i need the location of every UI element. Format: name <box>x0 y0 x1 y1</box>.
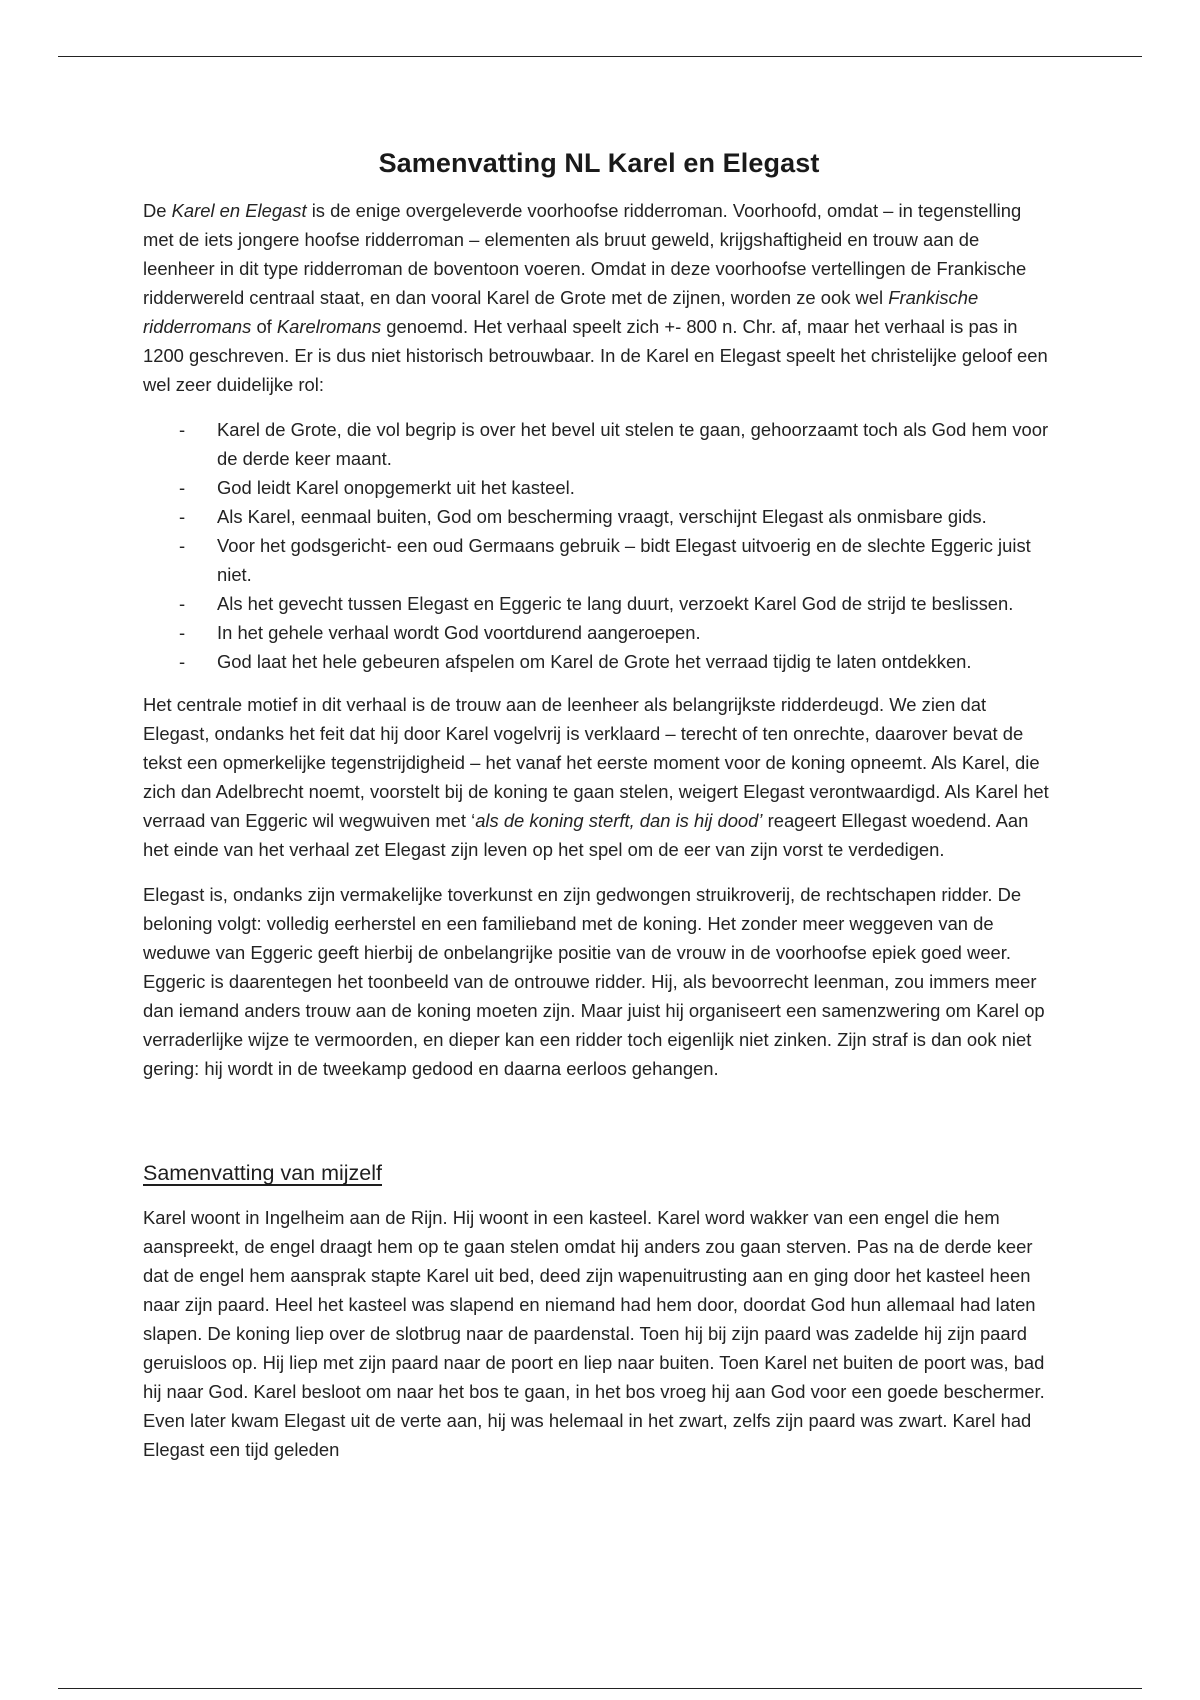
document-page <box>143 140 1055 1480</box>
motif-italic-quote: als de koning sterft, dan is hij dood’ <box>475 810 763 831</box>
bullet-marker: - <box>179 593 186 614</box>
own-summary-paragraph: Karel woont in Ingelheim aan de Rijn. Hij woont in een kasteel. Karel word wakker van een engel die hem aanspreekt, de engel draagt hem op te gaan stelen omdat hij anders zou gaan sterven. Pas na de derde keer dat de engel hem aansprak stapte Karel uit bed, deed zijn wapenuitrusting aan en ging door het kasteel heen naar zijn paard. Heel het kasteel was slapend en niemand had hem door, doordat God hun allemaal had laten slapen. De koning liep over de slotbrug naar de paardenstal. Toen hij bij zijn paard was zadelde hij zijn paard geruisloos op. Hij liep met zijn paard naar de poort en liep naar buiten. Toen Karel net buiten de poort was, bad hij naar God. Karel besloot om naar het bos te gaan, in het bos vroeg hij aan God voor een goede beschermer. Even later kwam Elegast uit de verte aan, hij was helemaal in het zwart, zelfs zijn paard was zwart. Karel had Elegast een tijd geleden <box>143 1207 1045 1460</box>
list-item <box>143 647 1055 676</box>
bullet-list <box>143 415 1055 676</box>
intro-paragraph <box>143 196 1055 399</box>
list-item <box>143 531 1055 589</box>
list-item-text: Als Karel, eenmaal buiten, God om bescherming vraagt, verschijnt Elegast als onmisbare gids. <box>217 506 987 527</box>
bullet-marker: - <box>179 506 186 527</box>
bullet-marker: - <box>179 477 186 498</box>
footer-rule <box>58 1688 1142 1689</box>
header-rule <box>58 56 1142 57</box>
intro-italic-karelromans: Karelromans <box>276 316 382 337</box>
list-item <box>143 473 1055 502</box>
list-item-text: God laat het hele gebeuren afspelen om Karel de Grote het verraad tijdig te laten ontdekken. <box>217 651 972 672</box>
intro-italic-karel-en-elegast: Karel en Elegast <box>171 200 307 221</box>
list-item-text: Karel de Grote, die vol begrip is over het bevel uit stelen te gaan, gehoorzaamt toch als God hem voor de derde keer maant. <box>217 419 1049 469</box>
list-item-text: In het gehele verhaal wordt God voortdurend aangeroepen. <box>217 622 701 643</box>
motif-text-1: Het centrale motief in dit verhaal is de trouw aan de leenheer als belangrijkste ridderdeugd. We zien dat Elegast, ondanks het feit dat hij door Karel vogelvrij is verklaard – terecht of ten onrechte, daarover bevat de tekst een opmerkelijke tegenstrijdigheid – het vanaf het eerste moment voor de koning opneemt. Als Karel, die zich dan Adelbrecht noemt, voorstelt bij de koning te gaan stelen, weigert Elegast verontwaardigd. Als Karel het verraad van Eggeric wil wegwuiven met ‘ <box>143 694 1049 831</box>
motif-text-2: reageert Ellegast woedend. Aan het einde van het verhaal zet Elegast zijn leven op het spel om de eer van zijn vorst te verdedigen. <box>143 810 1029 860</box>
intro-text-4: genoemd. Het verhaal speelt zich +- 800 n. Chr. af, maar het verhaal is pas in 1200 geschreven. Er is dus niet historisch betrouwbaar. In de Karel en Elegast speelt het christelijke geloof een wel zeer duidelijke rol: <box>143 316 1048 395</box>
list-item <box>143 618 1055 647</box>
motif-paragraph <box>143 690 1055 864</box>
list-item <box>143 502 1055 531</box>
bullet-marker: - <box>179 622 186 643</box>
section-spacer <box>143 1099 1055 1157</box>
intro-italic-frankische: Frankische ridderromans <box>143 287 979 337</box>
intro-text-1: De <box>143 200 167 221</box>
list-item <box>143 589 1055 618</box>
bullet-marker: - <box>179 419 186 440</box>
list-item-text: Als het gevecht tussen Elegast en Eggeric te lang duurt, verzoekt Karel God de strijd te beslissen. <box>217 593 1014 614</box>
list-item-text: God leidt Karel onopgemerkt uit het kasteel. <box>217 477 575 498</box>
intro-text-3: of <box>251 316 277 337</box>
section-heading: Samenvatting van mijzelf <box>143 1161 382 1185</box>
bullet-marker: - <box>179 535 186 556</box>
bullet-marker: - <box>179 651 186 672</box>
list-item-text: Voor het godsgericht- een oud Germaans gebruik – bidt Elegast uitvoerig en de slechte Eggeric juist niet. <box>217 535 1031 585</box>
elegast-paragraph: Elegast is, ondanks zijn vermakelijke toverkunst en zijn gedwongen struikroverij, de rechtschapen ridder. De beloning volgt: volledig eerherstel en een familieband met de koning. Het zonder meer weggeven van de weduwe van Eggeric geeft hierbij de onbelangrijke positie van de vrouw in de voorhoofse epiek goed weer. Eggeric is daarentegen het toonbeeld van de ontrouwe ridder. Hij, als bevoorrecht leenman, zou immers meer dan iemand anders trouw aan de koning moeten zijn. Maar juist hij organiseert een samenzwering om Karel op verraderlijke wijze te vermoorden, en dieper kan een ridder toch eigenlijk niet zinken. Zijn straf is dan ook niet gering: hij wordt in de tweekamp gedood en daarna eerloos gehangen. <box>143 884 1045 1079</box>
list-item <box>143 415 1055 473</box>
intro-text-2: is de enige overgeleverde voorhoofse ridderroman. Voorhoofd, omdat – in tegenstelling met de iets jongere hoofse ridderroman – elementen als bruut geweld, krijgshaftigheid en trouw aan de leenheer in dit type ridderroman de boventoon voeren. Omdat in deze voorhoofse vertellingen de Frankische ridderwereld centraal staat, en dan vooral Karel de Grote met de zijnen, worden ze ook wel <box>143 200 1027 308</box>
document-title: Samenvatting NL Karel en Elegast <box>378 148 820 178</box>
